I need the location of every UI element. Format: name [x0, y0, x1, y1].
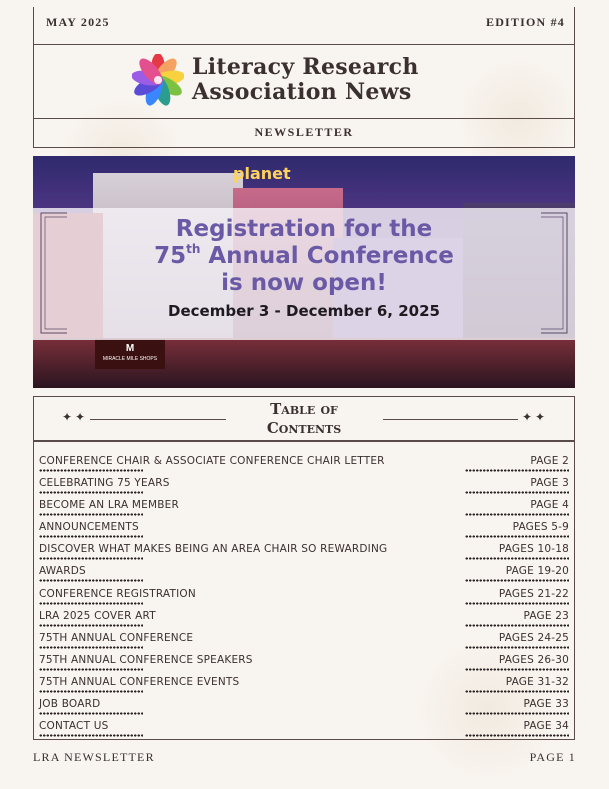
- dot-leader-left: [39, 513, 143, 516]
- toc-row[interactable]: [33, 586, 575, 608]
- toc-title: [222, 400, 386, 438]
- toc-item-page: PAGES 26-30: [498, 653, 569, 666]
- dot-leader-right: [465, 646, 569, 649]
- dot-leader-left: [39, 557, 143, 560]
- lra-flower-logo-icon: [132, 54, 184, 106]
- toc-item-label: CONTACT US: [39, 720, 109, 733]
- conference-hero-banner[interactable]: [33, 156, 575, 388]
- footer-publication: LRA NEWSLETTER: [33, 750, 155, 764]
- toc-item-label: 75TH ANNUAL CONFERENCE: [39, 631, 194, 644]
- shop-sign-text: MIRACLE MILE SHOPS: [102, 356, 158, 362]
- toc-row[interactable]: [33, 652, 575, 674]
- toc-title-line2: Contents: [266, 419, 342, 437]
- dot-leader-right: [465, 602, 569, 605]
- toc-item-label: ANNOUNCEMENTS: [39, 521, 139, 534]
- dot-leader-left: [39, 535, 143, 538]
- dot-leader-right: [465, 469, 569, 472]
- toc-item-page: PAGE 34: [523, 720, 569, 733]
- masthead-title: [192, 55, 419, 105]
- issue-date: MAY 2025: [46, 15, 110, 29]
- sparkle-icon: ✦: [75, 410, 86, 424]
- toc-item-page: PAGES 21-22: [498, 587, 569, 600]
- toc-item-label: 75TH ANNUAL CONFERENCE EVENTS: [39, 675, 240, 688]
- planet-sign: planet: [233, 164, 291, 183]
- headline-line3: is now open!: [221, 270, 387, 296]
- dot-leader-right: [465, 557, 569, 560]
- toc-item-label: CELEBRATING 75 YEARS: [39, 477, 170, 490]
- toc-item-page: PAGE 3: [530, 477, 569, 490]
- masthead-title-line1: Literacy Research: [192, 54, 419, 80]
- toc-row[interactable]: [33, 608, 575, 630]
- toc-list: [33, 453, 575, 740]
- dot-leader-left: [39, 491, 143, 494]
- headline-ordinal: th: [186, 242, 201, 256]
- toc-item-page: PAGES 24-25: [498, 631, 569, 644]
- dot-leader-left: [39, 734, 143, 737]
- toc-row[interactable]: [33, 541, 575, 563]
- headline-line1: Registration for the: [175, 216, 433, 242]
- toc-item-page: PAGE 23: [523, 609, 569, 622]
- toc-item-page: PAGE 2: [530, 455, 569, 467]
- toc-rule-right: [383, 419, 518, 420]
- headline-line2-rest: Annual Conference: [200, 243, 454, 269]
- dot-leader-right: [465, 668, 569, 671]
- toc-row[interactable]: [33, 497, 575, 519]
- headline-line2: [33, 243, 575, 270]
- toc-item-label: CONFERENCE REGISTRATION: [39, 587, 196, 600]
- toc-row[interactable]: [33, 718, 575, 740]
- dot-leader-right: [465, 579, 569, 582]
- toc-row[interactable]: [33, 519, 575, 541]
- dot-leader-right: [465, 712, 569, 715]
- toc-item-page: PAGES 10-18: [498, 543, 569, 556]
- toc-row[interactable]: [33, 696, 575, 718]
- toc-item-page: PAGE 31-32: [505, 675, 569, 688]
- toc-row[interactable]: [33, 475, 575, 497]
- dot-leader-left: [39, 690, 143, 693]
- newsletter-label: NEWSLETTER: [254, 125, 354, 139]
- sparkle-icon: ✦: [522, 410, 533, 424]
- toc-item-page: PAGE 4: [530, 499, 569, 512]
- toc-item-label: BECOME AN LRA MEMBER: [39, 499, 179, 512]
- toc-row[interactable]: [33, 453, 575, 475]
- dot-leader-left: [39, 624, 143, 627]
- masthead-title-line2: Association News: [192, 79, 412, 105]
- dot-leader-right: [465, 734, 569, 737]
- sparkle-icon: ✦: [62, 410, 73, 424]
- toc-item-label: LRA 2025 COVER ART: [39, 609, 156, 622]
- dot-leader-right: [465, 535, 569, 538]
- toc-item-label: CONFERENCE CHAIR & ASSOCIATE CONFERENCE CHAIR LETTER: [39, 455, 385, 467]
- toc-row[interactable]: [33, 563, 575, 585]
- toc-item-label: JOB BOARD: [39, 698, 101, 711]
- dot-leader-right: [465, 491, 569, 494]
- dot-leader-left: [39, 469, 143, 472]
- edition-number: EDITION #4: [485, 15, 565, 29]
- toc-item-label: DISCOVER WHAT MAKES BEING AN AREA CHAIR SO REWARDING: [39, 543, 388, 556]
- conference-dates: December 3 - December 6, 2025: [168, 302, 440, 320]
- toc-item-page: PAGES 5-9: [512, 521, 569, 534]
- toc-row[interactable]: [33, 674, 575, 696]
- headline-number: 75: [154, 243, 187, 269]
- dot-leader-left: [39, 712, 143, 715]
- toc-title-line1: Table of: [270, 400, 338, 418]
- footer-page-number: PAGE 1: [529, 750, 576, 764]
- toc-item-page: PAGE 33: [523, 698, 569, 711]
- registration-headline: [33, 216, 575, 297]
- dot-leader-right: [465, 624, 569, 627]
- header-divider-top: [33, 44, 575, 45]
- dot-leader-right: [465, 513, 569, 516]
- shop-sign: [95, 339, 165, 369]
- masthead: [132, 52, 492, 108]
- header-divider-bottom: [33, 147, 575, 148]
- dot-leader-left: [39, 646, 143, 649]
- toc-item-label: AWARDS: [39, 565, 86, 578]
- toc-row[interactable]: [33, 630, 575, 652]
- dot-leader-right: [465, 690, 569, 693]
- toc-item-page: PAGE 19-20: [505, 565, 569, 578]
- dot-leader-left: [39, 668, 143, 671]
- shop-sign-letter: M: [125, 343, 135, 354]
- dot-leader-left: [39, 602, 143, 605]
- header-divider-mid: [33, 118, 575, 119]
- sparkle-icon: ✦: [535, 410, 546, 424]
- toc-rule-left: [90, 419, 226, 420]
- toc-item-label: 75TH ANNUAL CONFERENCE SPEAKERS: [39, 653, 253, 666]
- dot-leader-left: [39, 579, 143, 582]
